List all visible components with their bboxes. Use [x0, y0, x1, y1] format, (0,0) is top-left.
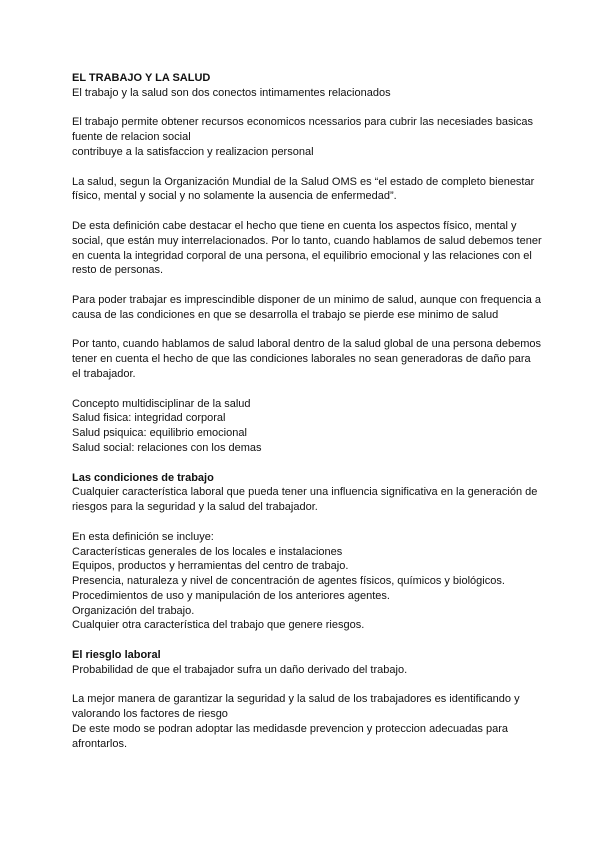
- paragraph: [72, 485, 542, 515]
- text-line: Salud fisica: integridad corporal: [72, 412, 226, 425]
- text-line: El trabajo permite obtener recursos economicos ncessarios para cubrir las necesiades basicas: [72, 116, 534, 129]
- paragraph-gap: [72, 382, 542, 397]
- section-heading: El riesglo laboral: [72, 649, 161, 662]
- paragraph: [72, 219, 542, 278]
- text-line: La salud, segun la Organización Mundial de la Salud OMS es “el estado de completo bienestar físico, mental y social y no solamente la ausencia de enfermedad”.: [72, 175, 535, 203]
- paragraph-gap: [72, 278, 542, 293]
- paragraph-gap: [72, 456, 542, 471]
- text-line: Concepto multidisciplinar de la salud: [72, 397, 251, 410]
- text-line: Para poder trabajar es imprescindible disponer de un minimo de salud, aunque con frequencia a causa de las condiciones en que se desarrolla el trabajo se pierde ese minimo de salud: [72, 293, 542, 321]
- paragraph: [72, 397, 542, 456]
- text-line: Características generales de los locales e instalaciones: [72, 545, 343, 558]
- section-heading: EL TRABAJO Y LA SALUD: [72, 72, 211, 84]
- paragraph: [72, 530, 542, 634]
- text-line: Salud social: relaciones con los demas: [72, 441, 262, 454]
- paragraph-gap: [72, 101, 542, 116]
- text-line: Salud psiquica: equilibrio emocional: [72, 427, 247, 440]
- text-line: Procedimientos de uso y manipulación de los anteriores agentes.: [72, 589, 390, 602]
- text-line: Por tanto, cuando hablamos de salud laboral dentro de la salud global de una persona debemos tener en cuenta el hecho de que las condiciones laborales no sean generadoras de daño para el trabajador.: [72, 338, 542, 380]
- paragraph: [72, 86, 542, 101]
- text-line: Organización del trabajo.: [72, 604, 195, 617]
- text-line: De esta definición cabe destacar el hecho que tiene en cuenta los aspectos físico, mental y social, que están muy interrelacionados. Por lo tanto, cuando hablamos de salud debemos tener en cuenta la integridad corporal de una persona, el equilibrio emocional y las relaciones con el resto de personas.: [72, 219, 542, 277]
- text-line: El trabajo y la salud son dos conectos intimamentes relacionados: [72, 86, 391, 99]
- paragraph: [72, 115, 542, 159]
- paragraph-gap: [72, 633, 542, 648]
- text-line: Presencia, naturaleza y nivel de concentración de agentes físicos, químicos y biológicos.: [72, 575, 505, 588]
- text-line: Cualquier otra característica del trabajo que genere riesgos.: [72, 619, 365, 632]
- section-heading: Las condiciones de trabajo: [72, 471, 214, 484]
- paragraph-gap: [72, 678, 542, 693]
- text-line: contribuye a la satisfaccion y realizacion personal: [72, 145, 314, 158]
- text-line: Cualquier característica laboral que pueda tener una influencia significativa en la generación de riesgos para la seguridad y la salud del trabajador.: [72, 486, 538, 514]
- text-line: Equipos, productos y herramientas del centro de trabajo.: [72, 560, 349, 573]
- paragraph-gap: [72, 204, 542, 219]
- paragraph-gap: [72, 160, 542, 175]
- paragraph-gap: [72, 323, 542, 338]
- text-line: Probabilidad de que el trabajador sufra un daño derivado del trabajo.: [72, 663, 408, 676]
- paragraph: [72, 293, 542, 323]
- text-line: La mejor manera de garantizar la seguridad y la salud de los trabajadores es identificando y valorando los factores de riesgo: [72, 693, 520, 721]
- paragraph-gap: [72, 515, 542, 530]
- paragraph: [72, 337, 542, 381]
- text-line: De este modo se podran adoptar las medidasde prevencion y proteccion adecuadas para afrontarlos.: [72, 723, 508, 750]
- paragraph: [72, 692, 542, 751]
- text-line: En esta definición se incluye:: [72, 530, 214, 543]
- text-line: fuente de relacion social: [72, 131, 191, 144]
- paragraph: [72, 175, 542, 205]
- document-page: [72, 71, 542, 752]
- paragraph: [72, 663, 542, 678]
